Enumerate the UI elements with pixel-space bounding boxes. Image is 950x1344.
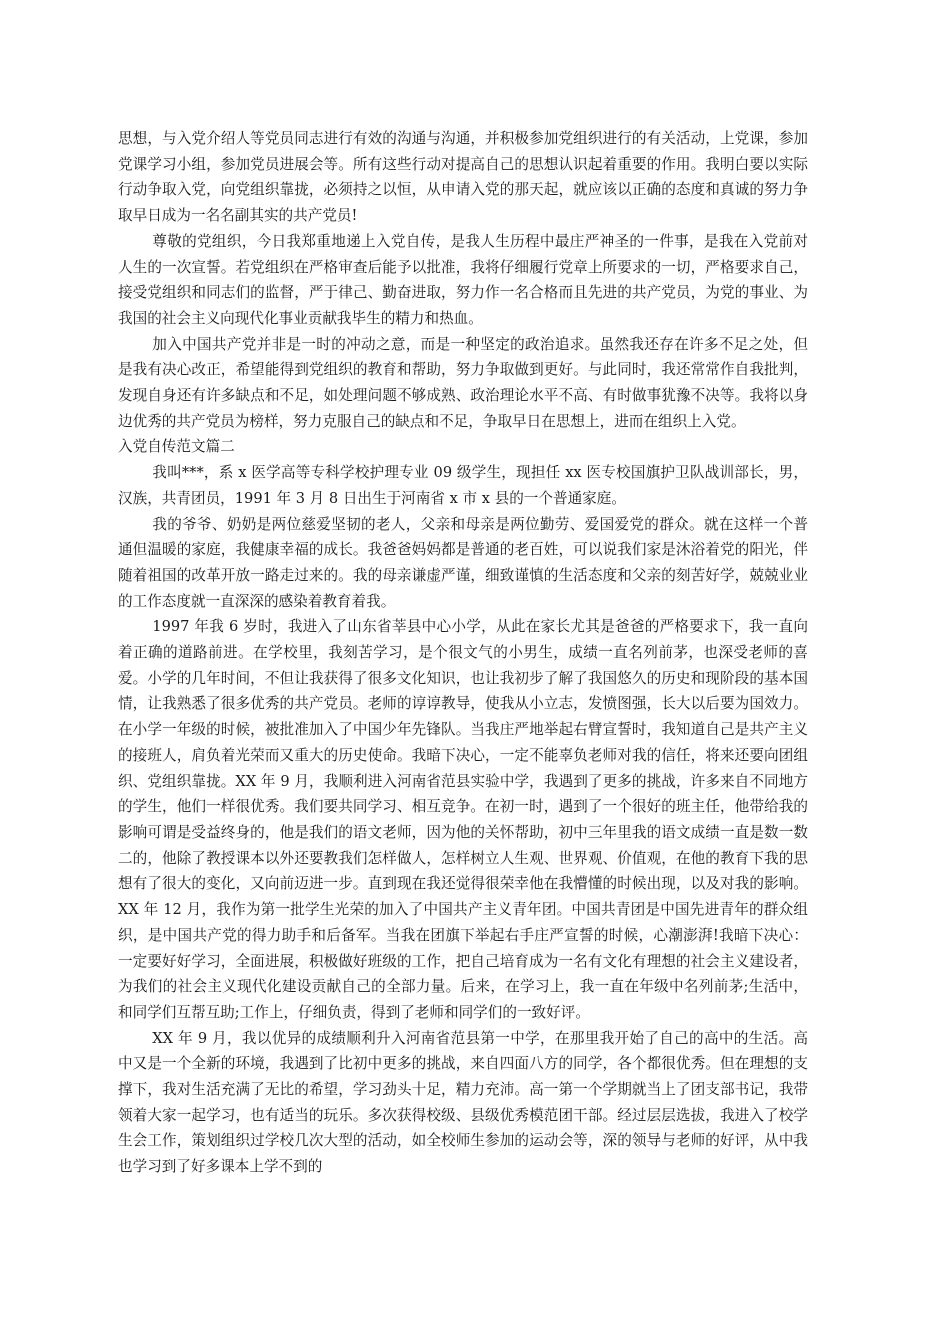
paragraph-3: 加入中国共产党并非是一时的冲动之意，而是一种坚定的政治追求。虽然我还存在许多不足之处，但是我有决心改正，希望能得到党组织的教育和帮助，努力争取做到更好。与此同时，我还常常作自我批判，发现自身还有许多缺点和不足，如处理问题不够成熟、政治理论水平不高、有时做事犹豫不决等。我将以身边优秀的共产党员为榜样，努力克服自己的缺点和不足，争取早日在思想上，进而在组织上入党。 (118, 335, 808, 430)
paragraph-2: 尊敬的党组织，今日我郑重地递上入党自传，是我人生历程中最庄严神圣的一件事，是我在入党前对人生的一次宣誓。若党组织在严格审查后能予以批准，我将仔细履行党章上所要求的一切，严格要求自己，接受党组织和同志们的监督，严于律己、勤奋进取，努力作一名合格而且先进的共产党员，为党的事业、为我国的社会主义向现代化事业贡献我毕生的精力和热血。 (118, 232, 808, 327)
section-heading: 入党自传范文篇二 (118, 438, 235, 456)
paragraph-7: XX 年 9 月，我以优异的成绩顺利升入河南省范县第一中学，在那里我开始了自己的高中的生活。高中又是一个全新的环境，我遇到了比初中更多的挑战，来自四面八方的同学，各个都很优秀。但在理想的支撑下，我对生活充满了无比的希望，学习劲头十足，精力充沛。高一第一个学期就当上了团支部书记，我带领着大家一起学习，也有适当的玩乐。多次获得校级、县级优秀模范团干部。经过层层选拔，我进入了校学生会工作，策划组织过学校几次大型的活动，如全校师生参加的运动会等，深的领导与老师的好评，从中我也学习到了好多课本上学不到的 (118, 1029, 808, 1176)
paragraph-6: 1997 年我 6 岁时，我进入了山东省莘县中心小学，从此在家长尤其是爸爸的严格要求下，我一直向着正确的道路前进。在学校里，我刻苦学习，是个很文气的小男生，成绩一直名列前茅，也深受老师的喜爱。小学的几年时间，不但让我获得了很多文化知识，也让我初步了解了我国悠久的历史和现阶段的基本国情，让我熟悉了很多优秀的共产党员。老师的谆谆教导，使我从小立志，发愤图强，长大以后要为国效力。在小学一年级的时候，被批准加入了中国少年先锋队。当我庄严地举起右臂宣誓时，我知道自己是共产主义的接班人，肩负着光荣而又重大的历史使命。我暗下决心，一定不能辜负老师对我的信任，将来还要向团组织、党组织靠拢。XX 年 9 月，我顺利进入河南省范县实验中学，我遇到了更多的挑战，许多来自不同地方的学生，他们一样很优秀。我们要共同学习、相互竞争。在初一时，遇到了一个很好的班主任，他带给我的影响可谓是受益终身的，他是我们的语文老师，因为他的关怀帮助，初中三年里我的语文成绩一直是数一数二的，他除了教授课本以外还要教我们怎样做人，怎样树立人生观、世界观、价值观，在他的教育下我的思想有了很大的变化，又向前迈进一步。直到现在我还觉得很荣幸他在我懵懂的时候出现，以及对我的影响。XX 年 12 月，我作为第一批学生光荣的加入了中国共产主义青年团。中国共青团是中国先进青年的群众组织，是中国共产党的得力助手和后备军。当我在团旗下举起右手庄严宣誓的时候，心潮澎湃!我暗下决心：一定要好好学习，全面进展，积极做好班级的工作，把自己培育成为一名有文化有理想的社会主义建设者，为我们的社会主义现代化建设贡献自己的全部力量。后来，在学习上，我一直在年级中名列前茅;生活中，和同学们互帮互助;工作上，仔细负责，得到了老师和同学们的一致好评。 (118, 618, 808, 1021)
paragraph-1: 思想，与入党介绍人等党员同志进行有效的沟通与沟通，并积极参加党组织进行的有关活动，上党课，参加党课学习小组，参加党员进展会等。所有这些行动对提高自己的思想认识起着重要的作用。我明白要以实际行动争取入党，向党组织靠拢，必须持之以恒，从申请入党的那天起，就应该以正确的态度和真诚的努力争取早日成为一名名副其实的共产党员! (118, 130, 808, 225)
paragraph-5: 我的爷爷、奶奶是两位慈爱坚韧的老人，父亲和母亲是两位勤劳、爱国爱党的群众。就在这样一个普通但温暖的家庭，我健康幸福的成长。我爸爸妈妈都是普通的老百姓，可以说我们家是沐浴着党的阳光，伴随着祖国的改革开放一路走过来的。我的母亲谦虚严谨，细致谨慎的生活态度和父亲的刻苦好学，兢兢业业的工作态度就一直深深的感染着教育着我。 (118, 515, 808, 610)
document-page (118, 126, 808, 1180)
paragraph-4: 我叫***，系 x 医学高等专科学校护理专业 09 级学生，现担任 xx 医专校国旗护卫队战训部长，男，汉族，共青团员，1991 年 3 月 8 日出生于河南省 x 市 x 县的一个普通家庭。 (118, 464, 808, 507)
